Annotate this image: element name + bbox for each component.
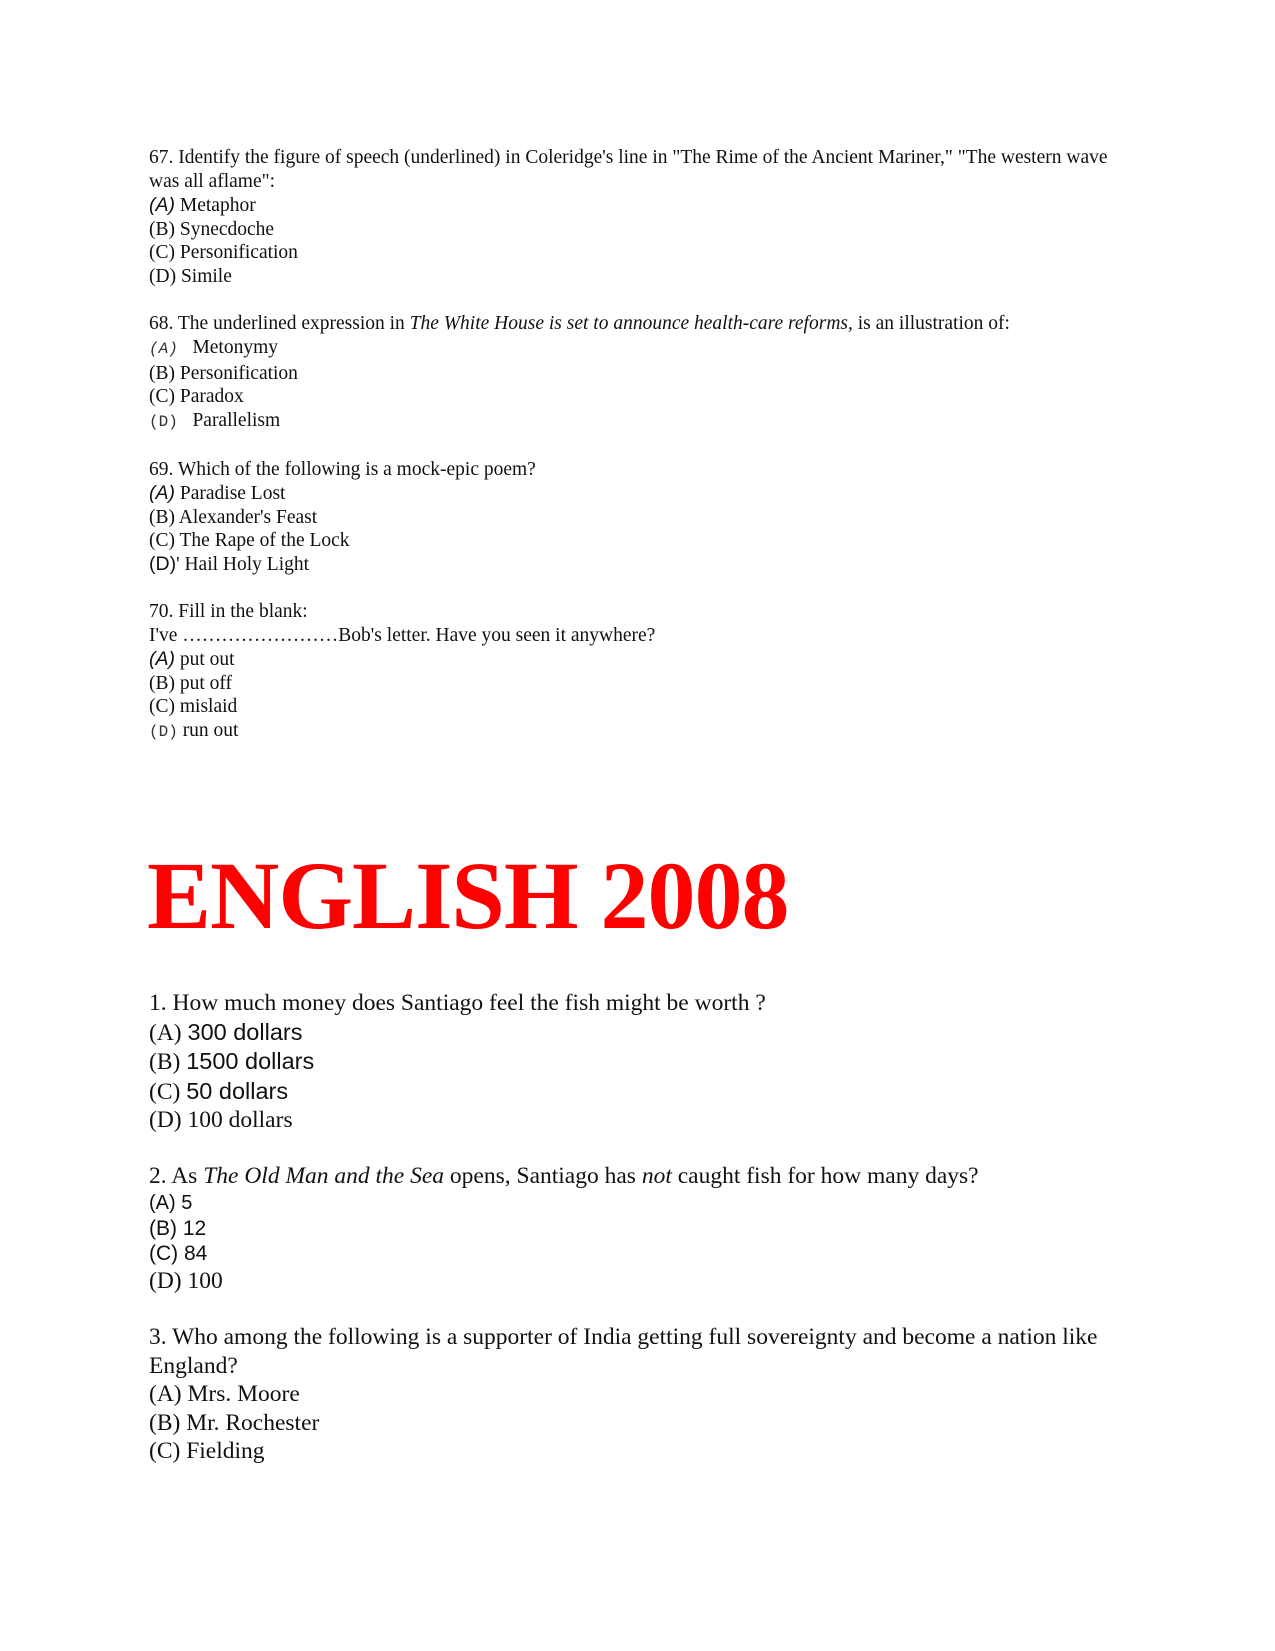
option-label: (D) 100 [149, 1268, 223, 1294]
option-label: (A) Mrs. Moore [149, 1381, 300, 1407]
option-label: (D) [149, 412, 178, 431]
question-stem: 70. Fill in the blank: [149, 601, 308, 622]
stem-text: 68. The underlined expression in [149, 313, 410, 334]
option-text: Synecdoche [175, 218, 275, 240]
option-text: put out [175, 649, 235, 670]
option-c [149, 695, 1129, 719]
question-stem [149, 312, 1129, 336]
stem-italic-text: The Old Man and the Sea [203, 1162, 445, 1189]
stem-italic-text: The White House is set to announce health-care reforms, [409, 313, 853, 334]
option-text: run out [177, 719, 239, 741]
option-label: (B) [149, 218, 175, 240]
option-a [149, 648, 1129, 672]
option-label: (A) 5 [149, 1192, 193, 1214]
option-text: Metonymy [177, 337, 279, 358]
option-label: (B) Mr. Rochester [149, 1409, 320, 1436]
option-c [149, 1437, 1129, 1466]
option-text: Paradox [175, 386, 244, 407]
option-label: (C) Fielding [149, 1438, 265, 1464]
option-d [149, 1106, 1129, 1135]
option-text: Simile [176, 265, 232, 287]
question-list-top [149, 146, 1129, 744]
option-label: (C) [149, 242, 175, 263]
option-c [149, 1077, 1129, 1107]
option-c [149, 1241, 1129, 1266]
option-text: ' Hail Holy Light [176, 553, 310, 575]
option-a [149, 1380, 1129, 1409]
option-b [149, 218, 1129, 242]
option-b [149, 1409, 1129, 1438]
question-stem: 3. Who among the following is a supporter of India getting full sovereignty and become a nation like England? [149, 1324, 1098, 1379]
stem-italic-text: not [641, 1162, 672, 1189]
question-70 [149, 600, 1129, 744]
option-label: (B) [149, 362, 175, 384]
option-label: (D) [149, 265, 177, 287]
question-2 [149, 1162, 1129, 1297]
stem-text: is an illustration of: [852, 313, 1010, 334]
section-heading: ENGLISH 2008 [147, 842, 789, 949]
question-stem: 1. How much money does Santiago feel the fish might be worth ? [149, 990, 766, 1016]
option-label: (C) [149, 696, 175, 717]
option-value: 50 dollars [186, 1077, 289, 1104]
option-text: put off [175, 672, 233, 694]
option-d [149, 265, 1129, 289]
option-label: (B) [149, 672, 175, 694]
option-text: Personification [175, 242, 298, 263]
option-value: 1500 dollars [186, 1048, 315, 1074]
option-b [149, 1047, 1129, 1077]
option-b [149, 506, 1129, 530]
option-c [149, 241, 1129, 265]
question-stem: 69. Which of the following is a mock-epic poem? [149, 459, 536, 480]
option-text: Metaphor [175, 195, 256, 216]
option-b [149, 672, 1129, 696]
option-c [149, 385, 1129, 409]
option-label: (B) 12 [149, 1217, 207, 1240]
question-list-bottom [149, 989, 1129, 1466]
option-b [149, 362, 1129, 386]
option-label: (D) [149, 552, 177, 575]
option-a [149, 1018, 1129, 1048]
option-label: (B) [149, 1049, 187, 1075]
option-a [149, 1190, 1129, 1216]
option-a [149, 336, 1129, 362]
option-label: (A) [149, 1019, 188, 1046]
question-3 [149, 1323, 1129, 1466]
option-text: Alexander's Feast [175, 506, 318, 528]
option-label: (D) [149, 1107, 188, 1133]
option-label: (A) [149, 482, 175, 504]
option-value: 100 dollars [187, 1107, 293, 1133]
stem-text: caught fish for how many days? [671, 1162, 979, 1189]
option-label: (D) [149, 722, 178, 741]
option-text: Paradise Lost [175, 483, 286, 504]
option-a [149, 482, 1129, 506]
option-d [149, 553, 1129, 577]
option-d [149, 1266, 1129, 1296]
option-text: The Rape of the Lock [175, 530, 350, 551]
option-a [149, 194, 1129, 218]
stem-text: 2. As [149, 1162, 204, 1189]
question-68 [149, 312, 1129, 434]
option-b [149, 1216, 1129, 1241]
option-label: (C) [149, 386, 175, 407]
option-label: (A) [149, 648, 175, 670]
option-label: (C) [149, 530, 175, 551]
option-c [149, 529, 1129, 553]
option-label: (C) [149, 1078, 187, 1105]
option-label: (B) [149, 506, 175, 528]
option-label: (A) [149, 340, 178, 358]
question-stem-sentence: I've ……………………Bob's letter. Have you seen it anywhere? [149, 625, 656, 646]
question-stem [149, 1162, 1129, 1191]
option-d [149, 719, 1129, 745]
question-69 [149, 458, 1129, 576]
stem-text: opens, Santiago has [444, 1162, 642, 1189]
question-stem: 67. Identify the figure of speech (underlined) in Coleridge's line in "The Rime of the Ancient Mariner," "The western wave was all aflame": [149, 147, 1108, 192]
option-text: Parallelism [177, 409, 281, 431]
option-text: mislaid [175, 696, 238, 717]
option-d [149, 409, 1129, 435]
question-67 [149, 146, 1129, 288]
option-value: 300 dollars [187, 1018, 303, 1045]
question-1 [149, 989, 1129, 1135]
option-label: (A) [149, 194, 175, 216]
option-text: Personification [175, 362, 298, 384]
option-label: (C) 84 [149, 1242, 208, 1265]
